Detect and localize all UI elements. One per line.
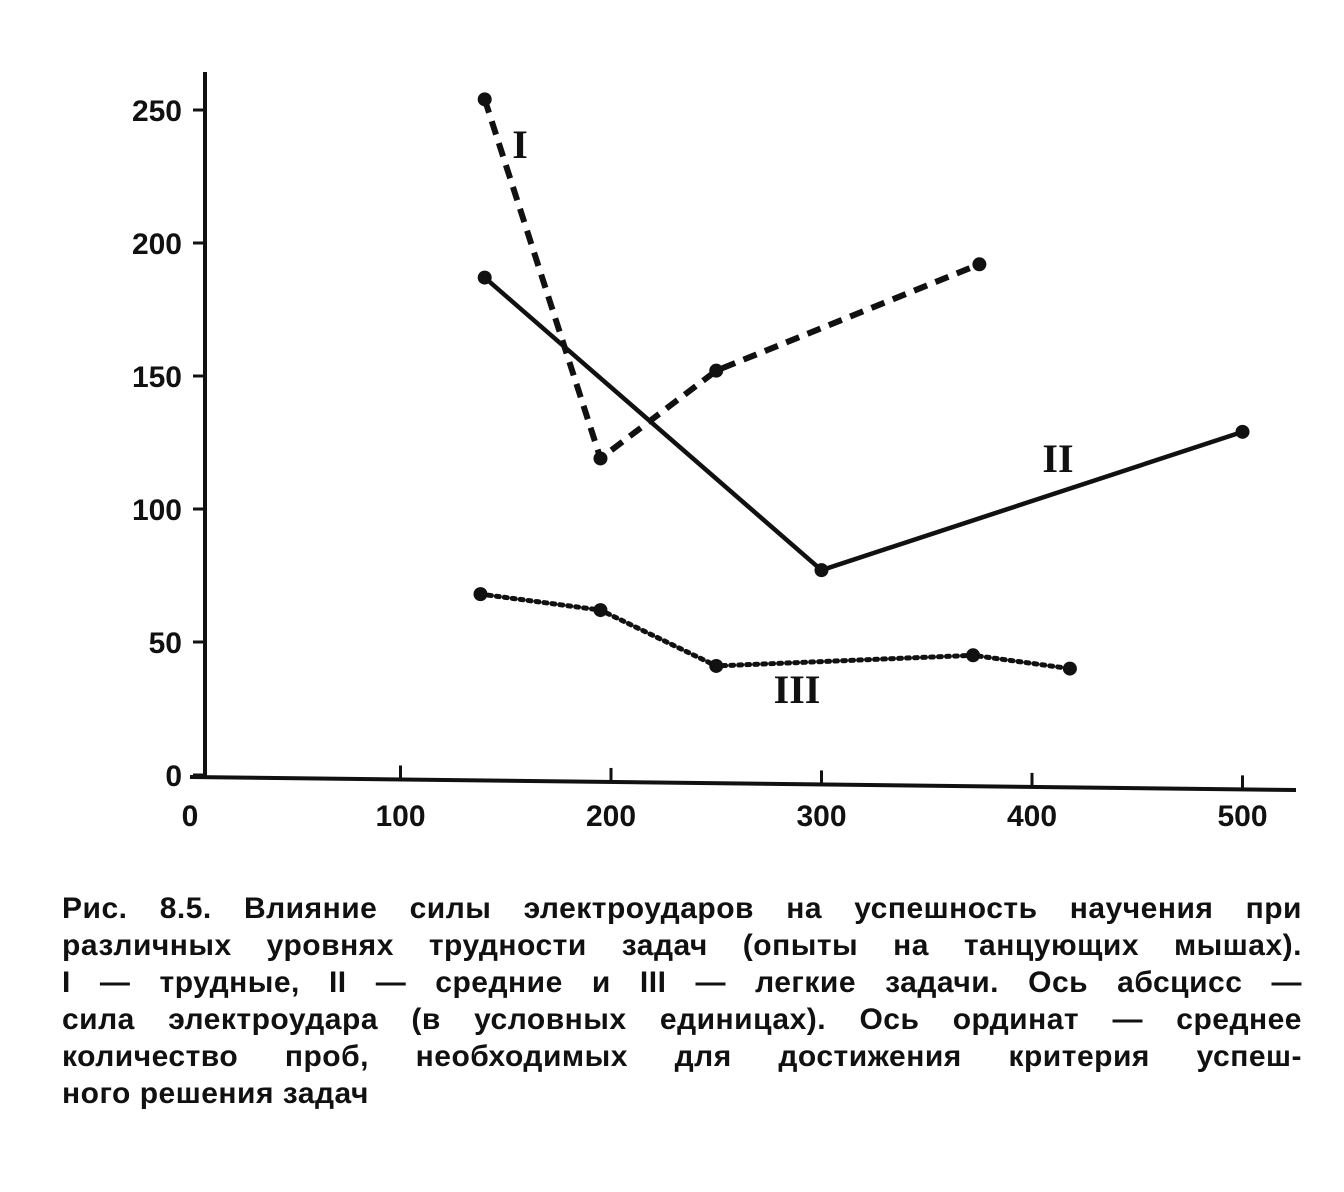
data-point xyxy=(966,648,980,662)
caption-line: различных уровнях трудности задач (опыты на танцующих мышах). xyxy=(62,929,1302,962)
data-point xyxy=(709,659,723,673)
x-tick-label: 400 xyxy=(1006,800,1058,833)
x-tick-label: 500 xyxy=(1217,800,1268,833)
series-lines xyxy=(473,92,1249,675)
caption-line: I — трудные, II — средние и III — легкие задачи. Ось абсцисс — xyxy=(62,966,1302,999)
series-labels xyxy=(512,122,1073,712)
series-line-2 xyxy=(485,278,1243,571)
y-tick-label: 0 xyxy=(165,760,182,793)
x-tick-label: 300 xyxy=(796,800,847,833)
caption-line: Рис. 8.5. Влияние силы электроударов на успешность научения при xyxy=(62,892,1302,925)
data-point xyxy=(1236,425,1250,439)
data-point xyxy=(478,92,492,106)
series-line-3 xyxy=(480,594,1069,668)
x-tick-label: 100 xyxy=(375,800,426,833)
y-tick-label: 200 xyxy=(131,228,182,261)
data-point xyxy=(972,257,986,271)
y-tick-label: 250 xyxy=(131,95,182,128)
data-point xyxy=(815,563,829,577)
caption-line: сила электроудара (в условных единицах). Ось ординат — среднее xyxy=(62,1003,1302,1036)
caption-line: ного решения задач xyxy=(62,1077,369,1110)
data-point xyxy=(709,364,723,378)
y-tick-label: 150 xyxy=(131,361,182,394)
data-point xyxy=(478,271,492,285)
data-point xyxy=(593,451,607,465)
series-label: III xyxy=(773,667,821,712)
series-label: II xyxy=(1042,436,1074,481)
data-point xyxy=(473,587,487,601)
axes xyxy=(190,72,1296,790)
x-tick-label: 0 xyxy=(181,800,199,833)
tick-marks xyxy=(193,110,1243,789)
y-tick-label: 100 xyxy=(131,494,182,527)
x-axis xyxy=(190,777,1296,790)
caption-line: количество проб, необходимых для достижения критерия успеш- xyxy=(62,1040,1302,1073)
data-point xyxy=(1063,662,1077,676)
series-line-1 xyxy=(485,99,980,458)
series-label: I xyxy=(512,122,528,167)
data-point xyxy=(593,603,607,617)
figure-caption xyxy=(62,890,1302,1112)
x-tick-label: 200 xyxy=(585,800,637,833)
y-tick-label: 50 xyxy=(148,627,182,660)
